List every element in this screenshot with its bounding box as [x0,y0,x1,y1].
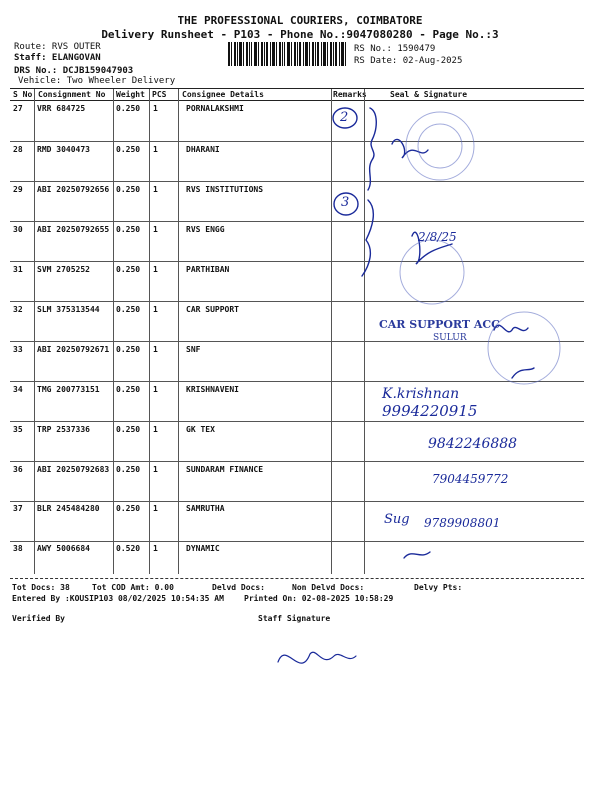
receiver-phone: 9994220915 [382,402,478,420]
printed-on: Printed On: 02-08-2025 10:58:29 [244,594,394,603]
row-weight: 0.250 [116,345,141,354]
row-pcs: 1 [153,385,158,394]
row-pcs: 1 [153,465,158,474]
table-top-rule [10,88,584,89]
row-weight: 0.250 [116,425,141,434]
table-row [10,101,584,141]
row-sno: 31 [13,265,23,274]
row-pcs: 1 [153,425,158,434]
col-remarks: Remarks [333,90,367,99]
row-consignment: ABI 20250792671 [37,345,110,354]
row-consignee: SNF [186,345,201,354]
company-stamp: CAR SUPPORT ACC [379,318,500,331]
rs-number: RS No.: 1590479 [354,44,436,54]
row-consignee: SUNDARAM FINANCE [186,465,264,474]
entered-by: Entered By :KOUSIP103 08/02/2025 10:54:35 AM [12,594,224,603]
row-sno: 37 [13,504,23,513]
row-consignment: SVM 2705252 [37,265,90,274]
company-stamp-place: SULUR [433,333,467,343]
row-weight: 0.250 [116,185,141,194]
row-consignment: SLM 375313544 [37,305,100,314]
table-row [10,341,584,381]
row-pcs: 1 [153,225,158,234]
delivered-docs: Delvd Docs: [212,583,265,592]
row-consignee: KRISHNAVENI [186,385,239,394]
row-weight: 0.250 [116,465,141,474]
row-weight: 0.250 [116,504,141,513]
receiver-phone: 9789908801 [424,516,501,530]
drs-label: DRS No.: DCJB159047903 [14,66,134,76]
total-docs: Tot Docs: 38 [12,583,70,592]
col-consignment: Consignment No [38,90,106,99]
row-consignee: RVS INSTITUTIONS [186,185,264,194]
col-weight: Weight [116,90,145,99]
row-consignee: PORNALAKSHMI [186,104,244,113]
row-weight: 0.250 [116,104,141,113]
row-weight: 0.250 [116,305,141,314]
receiver-phone: 9842246888 [428,436,518,452]
row-consignment: TRP 2537336 [37,425,90,434]
row-pcs: 1 [153,104,158,113]
row-sno: 34 [13,385,23,394]
row-sno: 29 [13,185,23,194]
row-consignee: DYNAMIC [186,544,220,553]
row-consignee: PARTHIBAN [186,265,230,274]
row-sno: 36 [13,465,23,474]
non-delivered-docs: Non Delvd Docs: [292,583,365,592]
verified-by-label: Verified By [12,614,65,623]
row-pcs: 1 [153,544,158,553]
staff-label: Staff: ELANGOVAN [14,53,101,63]
row-consignee: SAMRUTHA [186,504,225,513]
row-consignment: ABI 20250792683 [37,465,110,474]
row-sno: 33 [13,345,23,354]
row-sno: 35 [13,425,23,434]
remark-number: 2 [340,110,349,125]
row-pcs: 1 [153,345,158,354]
runsheet-title: Delivery Runsheet - P103 - Phone No.:9047080280 - Page No.:3 [101,28,499,41]
staff-signature-icon [278,652,356,663]
row-pcs: 1 [153,305,158,314]
rs-date: RS Date: 02-Aug-2025 [354,56,463,66]
row-weight: 0.250 [116,265,141,274]
footer-top-rule [10,578,584,579]
table-row [10,541,584,581]
table-row [10,381,584,421]
route-label: Route: RVS OUTER [14,42,101,52]
staff-signature-label: Staff Signature [258,614,331,623]
row-pcs: 1 [153,504,158,513]
row-sno: 28 [13,145,23,154]
vehicle-label: Vehicle: Two Wheeler Delivery [18,76,176,86]
receiver-name: Sug [384,512,410,527]
col-sno: S No [13,90,33,99]
barcode [228,42,346,66]
table-row [10,181,584,221]
table-row [10,261,584,301]
receiver-phone: 7904459772 [432,472,509,486]
row-consignment: ABI 20250792655 [37,225,110,234]
table-row [10,221,584,261]
receiver-name: K.krishnan [382,386,460,402]
row-sno: 32 [13,305,23,314]
row-sno: 27 [13,104,23,113]
row-consignee: GK TEX [186,425,215,434]
col-seal-signature: Seal & Signature [390,90,468,99]
table-row [10,141,584,181]
delivery-points: Delvy Pts: [414,583,463,592]
row-pcs: 1 [153,265,158,274]
row-consignment: VRR 684725 [37,104,86,113]
remark-number: 3 [341,195,350,210]
row-consignee: CAR SUPPORT [186,305,239,314]
col-pcs: PCS [152,90,167,99]
company-title: THE PROFESSIONAL COURIERS, COIMBATORE [177,14,423,27]
row-consignment: RMD 3040473 [37,145,90,154]
row-weight: 0.250 [116,385,141,394]
total-cod-amount: Tot COD Amt: 0.00 [92,583,174,592]
row-consignee: DHARANI [186,145,220,154]
row-consignment: ABI 20250792656 [37,185,110,194]
row-consignment: TMG 200773151 [37,385,100,394]
row-consignee: RVS ENGG [186,225,225,234]
row-consignment: AWY 5006684 [37,544,90,553]
row-sno: 30 [13,225,23,234]
row-weight: 0.250 [116,225,141,234]
row-consignment: BLR 245484280 [37,504,100,513]
row-sno: 38 [13,544,23,553]
col-consignee: Consignee Details [182,90,264,99]
delivery-date-note: 2/8/25 [418,230,457,244]
row-weight: 0.250 [116,145,141,154]
row-pcs: 1 [153,145,158,154]
row-pcs: 1 [153,185,158,194]
row-weight: 0.520 [116,544,141,553]
